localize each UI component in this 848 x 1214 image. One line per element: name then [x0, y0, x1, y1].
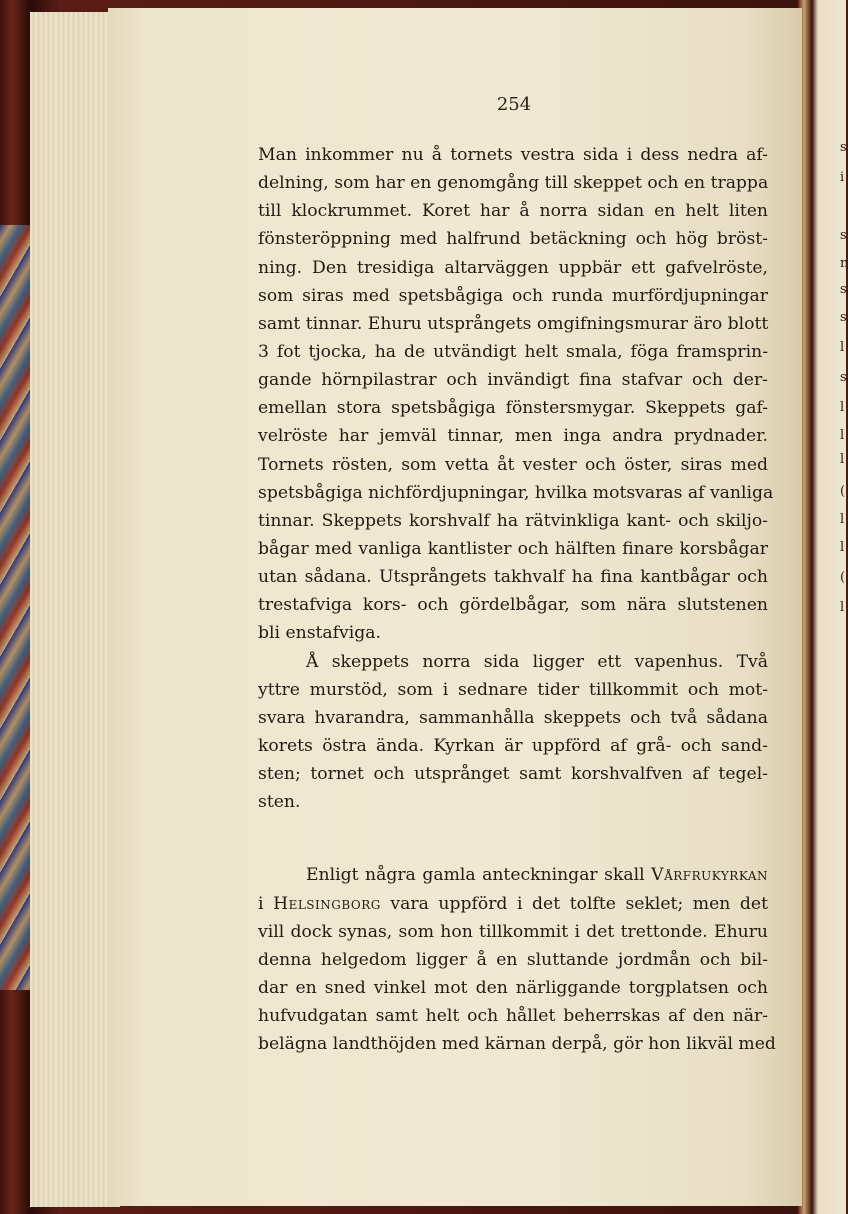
paragraph-3-lines — [258, 918, 776, 1059]
edge-letter: s — [840, 228, 847, 243]
text-line: denna helgedom ligger å en sluttande jordmån och bil- — [258, 949, 768, 970]
text-line: fönsteröppning med halfrund betäckning och hög bröst- — [258, 229, 768, 250]
text-line: yttre murstöd, som i sednare tider tillkommit och mot- — [258, 679, 768, 700]
text-line — [258, 890, 768, 918]
edge-letter: l — [840, 540, 845, 555]
edge-letter: s — [840, 140, 847, 155]
edge-letter: l — [840, 340, 845, 355]
section-break — [258, 816, 768, 861]
text-line: gande hörnpilastrar och invändigt fina stafvar och der- — [258, 370, 768, 391]
edge-letter: l — [840, 428, 845, 443]
text-fragment: i — [258, 893, 264, 914]
text-line: samt tinnar. Ehuru utsprångets omgifningsmurar äro blott — [258, 313, 769, 334]
edge-letter: s — [840, 310, 847, 325]
text-line: korets östra ända. Kyrkan är uppförd af grå- och sand- — [258, 735, 768, 756]
text-line: Å skeppets norra sida ligger ett vapenhus. Två — [306, 651, 768, 672]
edge-letter: n — [840, 256, 848, 271]
paragraph-2 — [258, 648, 768, 817]
text-line: emellan stora spetsbågiga fönstersmygar. Skeppets gaf- — [258, 398, 768, 419]
church-name: Vårfrukyrkan — [651, 865, 768, 886]
text-line: belägna landthöjden med kärnan derpå, gör hon likväl med — [258, 1034, 776, 1055]
edge-letter: l — [840, 600, 845, 615]
edge-letter: ( — [840, 484, 846, 499]
text-line: delning, som har en genomgång till skeppet och en trappa — [258, 173, 769, 194]
text-fragment: vara uppförd i det tolfte seklet; men det — [390, 893, 769, 914]
marbled-endpaper — [0, 225, 34, 990]
text-line: bågar med vanliga kantlister och hälften finare korsbågar — [258, 538, 768, 559]
edge-letter: l — [840, 400, 845, 415]
body-text — [258, 141, 776, 1058]
text-line: sten. — [258, 792, 301, 813]
edge-letter: i — [840, 170, 845, 185]
text-line: svara hvarandra, sammanhålla skeppets och två sådana — [258, 707, 768, 728]
text-line: ning. Den tresidiga altarväggen uppbär ett gafvelröste, — [258, 257, 768, 278]
text-line: 3 fot tjocka, ha de utvändigt helt smala, föga framsprin- — [258, 341, 768, 362]
page-stack-edge — [30, 12, 120, 1207]
text-line: som siras med spetsbågiga och runda murfördjupningar — [258, 285, 768, 306]
text-line: vill dock synas, som hon tillkommit i det trettonde. Ehuru — [258, 921, 768, 942]
text-line: till klockrummet. Koret har å norra sidan en helt liten — [258, 201, 768, 222]
text-line: Tornets rösten, som vetta åt vester och öster, siras med — [258, 454, 768, 475]
text-line — [258, 861, 768, 889]
text-line: sten; tornet och utsprånget samt korshvalfven af tegel- — [258, 764, 768, 785]
text-line: tinnar. Skeppets korshvalf ha rätvinkliga kant- och skiljo- — [258, 510, 768, 531]
text-line: bli enstafviga. — [258, 623, 381, 644]
edge-letter: ( — [840, 570, 846, 585]
text-line: dar en sned vinkel mot den närliggande torgplatsen och — [258, 977, 768, 998]
text-line: trestafviga kors- och gördelbågar, som nära slutstenen — [258, 595, 768, 616]
edge-letter: s — [840, 282, 847, 297]
text-line: hufvudgatan samt helt och hållet beherrskas af den när- — [258, 1006, 768, 1027]
edge-letter: s — [840, 370, 847, 385]
paragraph-3 — [258, 861, 776, 1058]
text-line: Man inkommer nu å tornets vestra sida i dess nedra af- — [258, 145, 768, 165]
text-line: velröste har jemväl tinnar, men inga andra prydnader. — [258, 426, 768, 447]
paragraph-1 — [258, 141, 774, 648]
page-number: 254 — [496, 94, 532, 115]
text-line: spetsbågiga nichfördjupningar, hvilka motsvaras af vanliga — [258, 482, 774, 503]
facing-page-edge — [798, 0, 846, 1214]
town-name: Helsingborg — [273, 893, 381, 914]
edge-letter: l — [840, 512, 845, 527]
text-line: utan sådana. Utsprångets takhvalf ha fina kantbågar och — [258, 567, 768, 588]
edge-letter: l — [840, 452, 845, 467]
text-fragment: Enligt några gamla anteckningar skall — [306, 865, 645, 886]
